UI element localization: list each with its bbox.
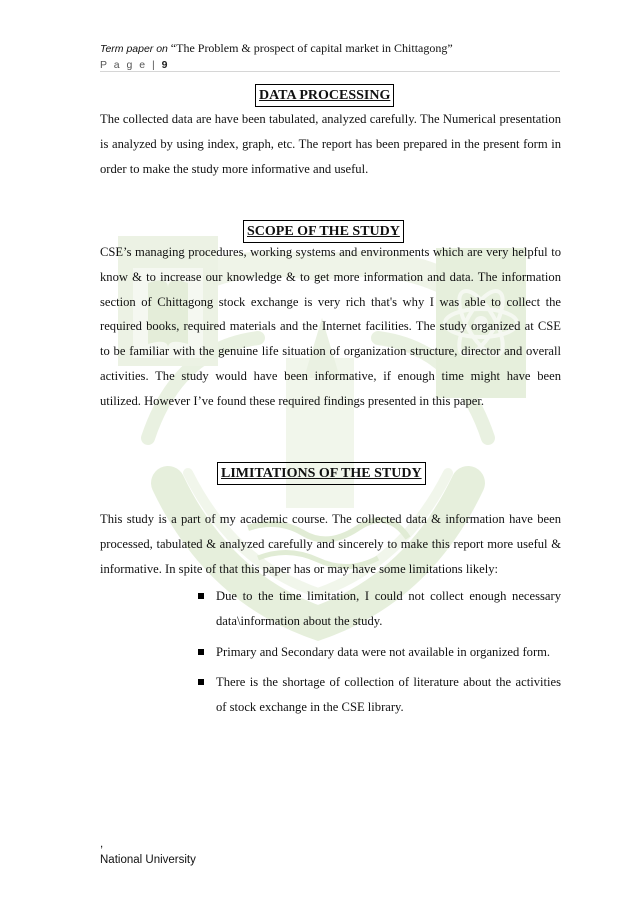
header-prefix: Term paper on xyxy=(100,43,168,55)
bullet-icon xyxy=(198,649,204,655)
footer-institution: National University xyxy=(100,854,196,866)
running-header xyxy=(100,41,560,71)
limitations-list xyxy=(216,584,561,726)
header-divider xyxy=(100,71,560,72)
heading-scope-of-study: SCOPE OF THE STUDY xyxy=(243,220,404,243)
page-number-line xyxy=(100,59,560,71)
list-item: Primary and Secondary data were not available in organized form. xyxy=(216,640,561,665)
heading-data-processing: DATA PROCESSING xyxy=(255,84,394,107)
paragraph-limitations: This study is a part of my academic course. The collected data & information have been processed, tabulated & analyzed carefully and sincerely to make this report more useful & informative. In spite of that this paper has or may have some limitations likely: xyxy=(100,512,561,576)
bullet-icon xyxy=(198,679,204,685)
footer-mark: , xyxy=(100,838,104,850)
page-footer xyxy=(100,836,196,868)
paragraph-scope-of-study: CSE’s managing procedures, working systems and environments which are very helpful to know & to increase our knowledge & to get more information and data. The information section of Chittagong stock exchange is very rich that's why I was able to collect the required books, required materials and the Internet facilities. The study organized at CSE to be familiar with the genuine life situation of organization structure, director and overall activities. The study would have been informative, if enough time might have been utilized. However I’ve found these required findings presented in this paper. xyxy=(100,245,561,408)
page-label: P a g e xyxy=(100,59,148,71)
list-item: There is the shortage of collection of literature about the activities of stock exchange in the CSE library. xyxy=(216,670,561,720)
page-separator: | xyxy=(152,59,157,71)
list-item: Due to the time limitation, I could not collect enough necessary data\information about the study. xyxy=(216,584,561,634)
heading-limitations-of-study: LIMITATIONS OF THE STUDY xyxy=(217,462,426,485)
paragraph-data-processing: The collected data are have been tabulated, analyzed carefully. The Numerical presentation is analyzed by using index, graph, etc. The report has been prepared in the present form in order to make the study more informative and useful. xyxy=(100,112,561,176)
page-number: 9 xyxy=(161,59,168,71)
bullet-icon xyxy=(198,593,204,599)
header-title: “The Problem & prospect of capital market in Chittagong” xyxy=(170,41,453,55)
header-title-line xyxy=(100,41,560,57)
